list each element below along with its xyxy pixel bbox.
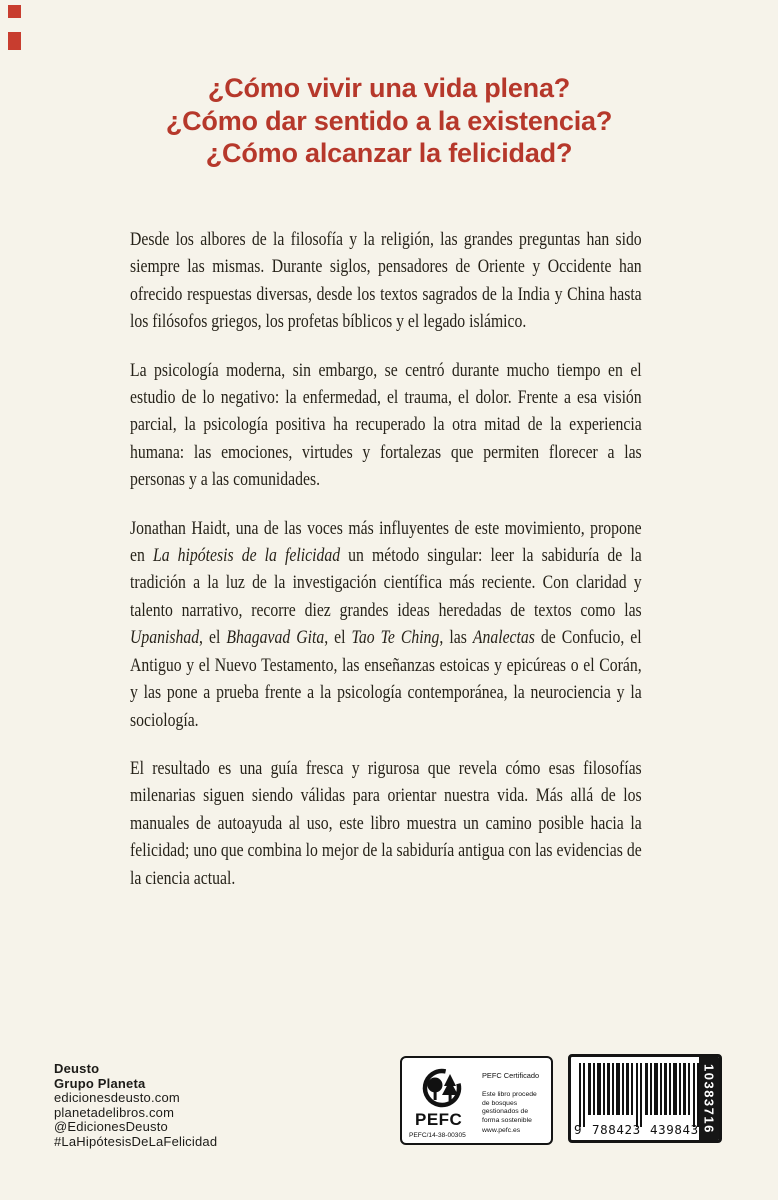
isbn-group-1: 788423 xyxy=(592,1122,641,1137)
publisher-line: edicionesdeusto.com xyxy=(54,1090,180,1106)
synopsis xyxy=(130,226,642,913)
pefc-license-code: PEFC/14-38-00305 xyxy=(409,1132,466,1139)
publisher-line: Deusto xyxy=(54,1061,100,1076)
tracking-number: 10383716 xyxy=(701,1063,717,1134)
tracking-number-strip xyxy=(699,1057,719,1140)
ean-barcode-icon xyxy=(579,1063,699,1129)
headline-line: ¿Cómo dar sentido a la existencia? xyxy=(165,105,613,136)
publisher-line: @EdicionesDeusto xyxy=(54,1119,168,1135)
synopsis-paragraph: Jonathan Haidt, una de las voces más influyentes de este movimiento, propone en La hipótesis de la felicidad un método singular: leer la sabiduría de la tradición a la luz de la investigación científica más reciente. Con claridad y talento narrativo, recorre diez grandes ideas heredadas de textos como las Upanishad, el Bhagavad Gita, el Tao Te Ching, las Analectas de Confucio, el Antiguo y el Nuevo Testamento, las enseñanzas estoicas y epicúreas o el Corán, y las pone a prueba frente a la psicología contemporánea, la neurociencia y la sociología. xyxy=(130,517,642,731)
pefc-url: www.pefc.es xyxy=(482,1127,521,1134)
publisher-line: #LaHipótesisDeLaFelicidad xyxy=(54,1133,218,1149)
pefc-title: PEFC Certificado xyxy=(482,1071,540,1080)
pefc-trees-icon xyxy=(413,1066,471,1112)
isbn-digits xyxy=(571,1123,699,1137)
isbn-barcode-box xyxy=(568,1054,722,1143)
publisher-block xyxy=(54,1062,217,1150)
headline-line: ¿Cómo alcanzar la felicidad? xyxy=(205,138,573,168)
pefc-certification-box xyxy=(400,1056,553,1145)
synopsis-paragraph: El resultado es una guía fresca y rigurosa que revela cómo esas filosofías milenarias siguen siendo válidas para orientar nuestra vida. Más allá de los manuales de autoayuda al uso, este libro muestra un camino posible hacia la felicidad; uno que combina lo mejor de la sabiduría antigua con las evidencias de la ciencia actual. xyxy=(130,757,642,889)
publisher-line: planetadelibros.com xyxy=(54,1104,175,1120)
headline-line: ¿Cómo vivir una vida plena? xyxy=(207,73,571,103)
publisher-line: Grupo Planeta xyxy=(54,1075,146,1091)
isbn-group-2: 439843 xyxy=(650,1122,699,1137)
synopsis-paragraph: La psicología moderna, sin embargo, se centró durante mucho tiempo en el estudio de lo negativo: la enfermedad, el trauma, el dolor. Frente a esa visión parcial, la psicología positiva ha recuperado la otra mitad de la experiencia humana: las emociones, virtudes y fortalezas que permiten florecer a las personas y a las comunidades. xyxy=(130,359,642,491)
synopsis-paragraph: Desde los albores de la filosofía y la religión, las grandes preguntas han sido siempre las mismas. Durante siglos, pensadores de Oriente y Occidente han ofrecido respuestas diversas, desde los textos sagrados de la India y China hasta los filósofos griegos, los profetas bíblicos y el legado islámico. xyxy=(130,229,642,333)
red-corner-mark-top xyxy=(8,5,21,18)
headline xyxy=(0,72,778,170)
pefc-logo-label: PEFC xyxy=(415,1110,463,1129)
pefc-description: Este libro procede de bosques gestionados de forma sostenible xyxy=(482,1091,537,1124)
red-corner-mark-bottom xyxy=(8,32,21,50)
isbn-lead-digit: 9 xyxy=(574,1122,582,1137)
